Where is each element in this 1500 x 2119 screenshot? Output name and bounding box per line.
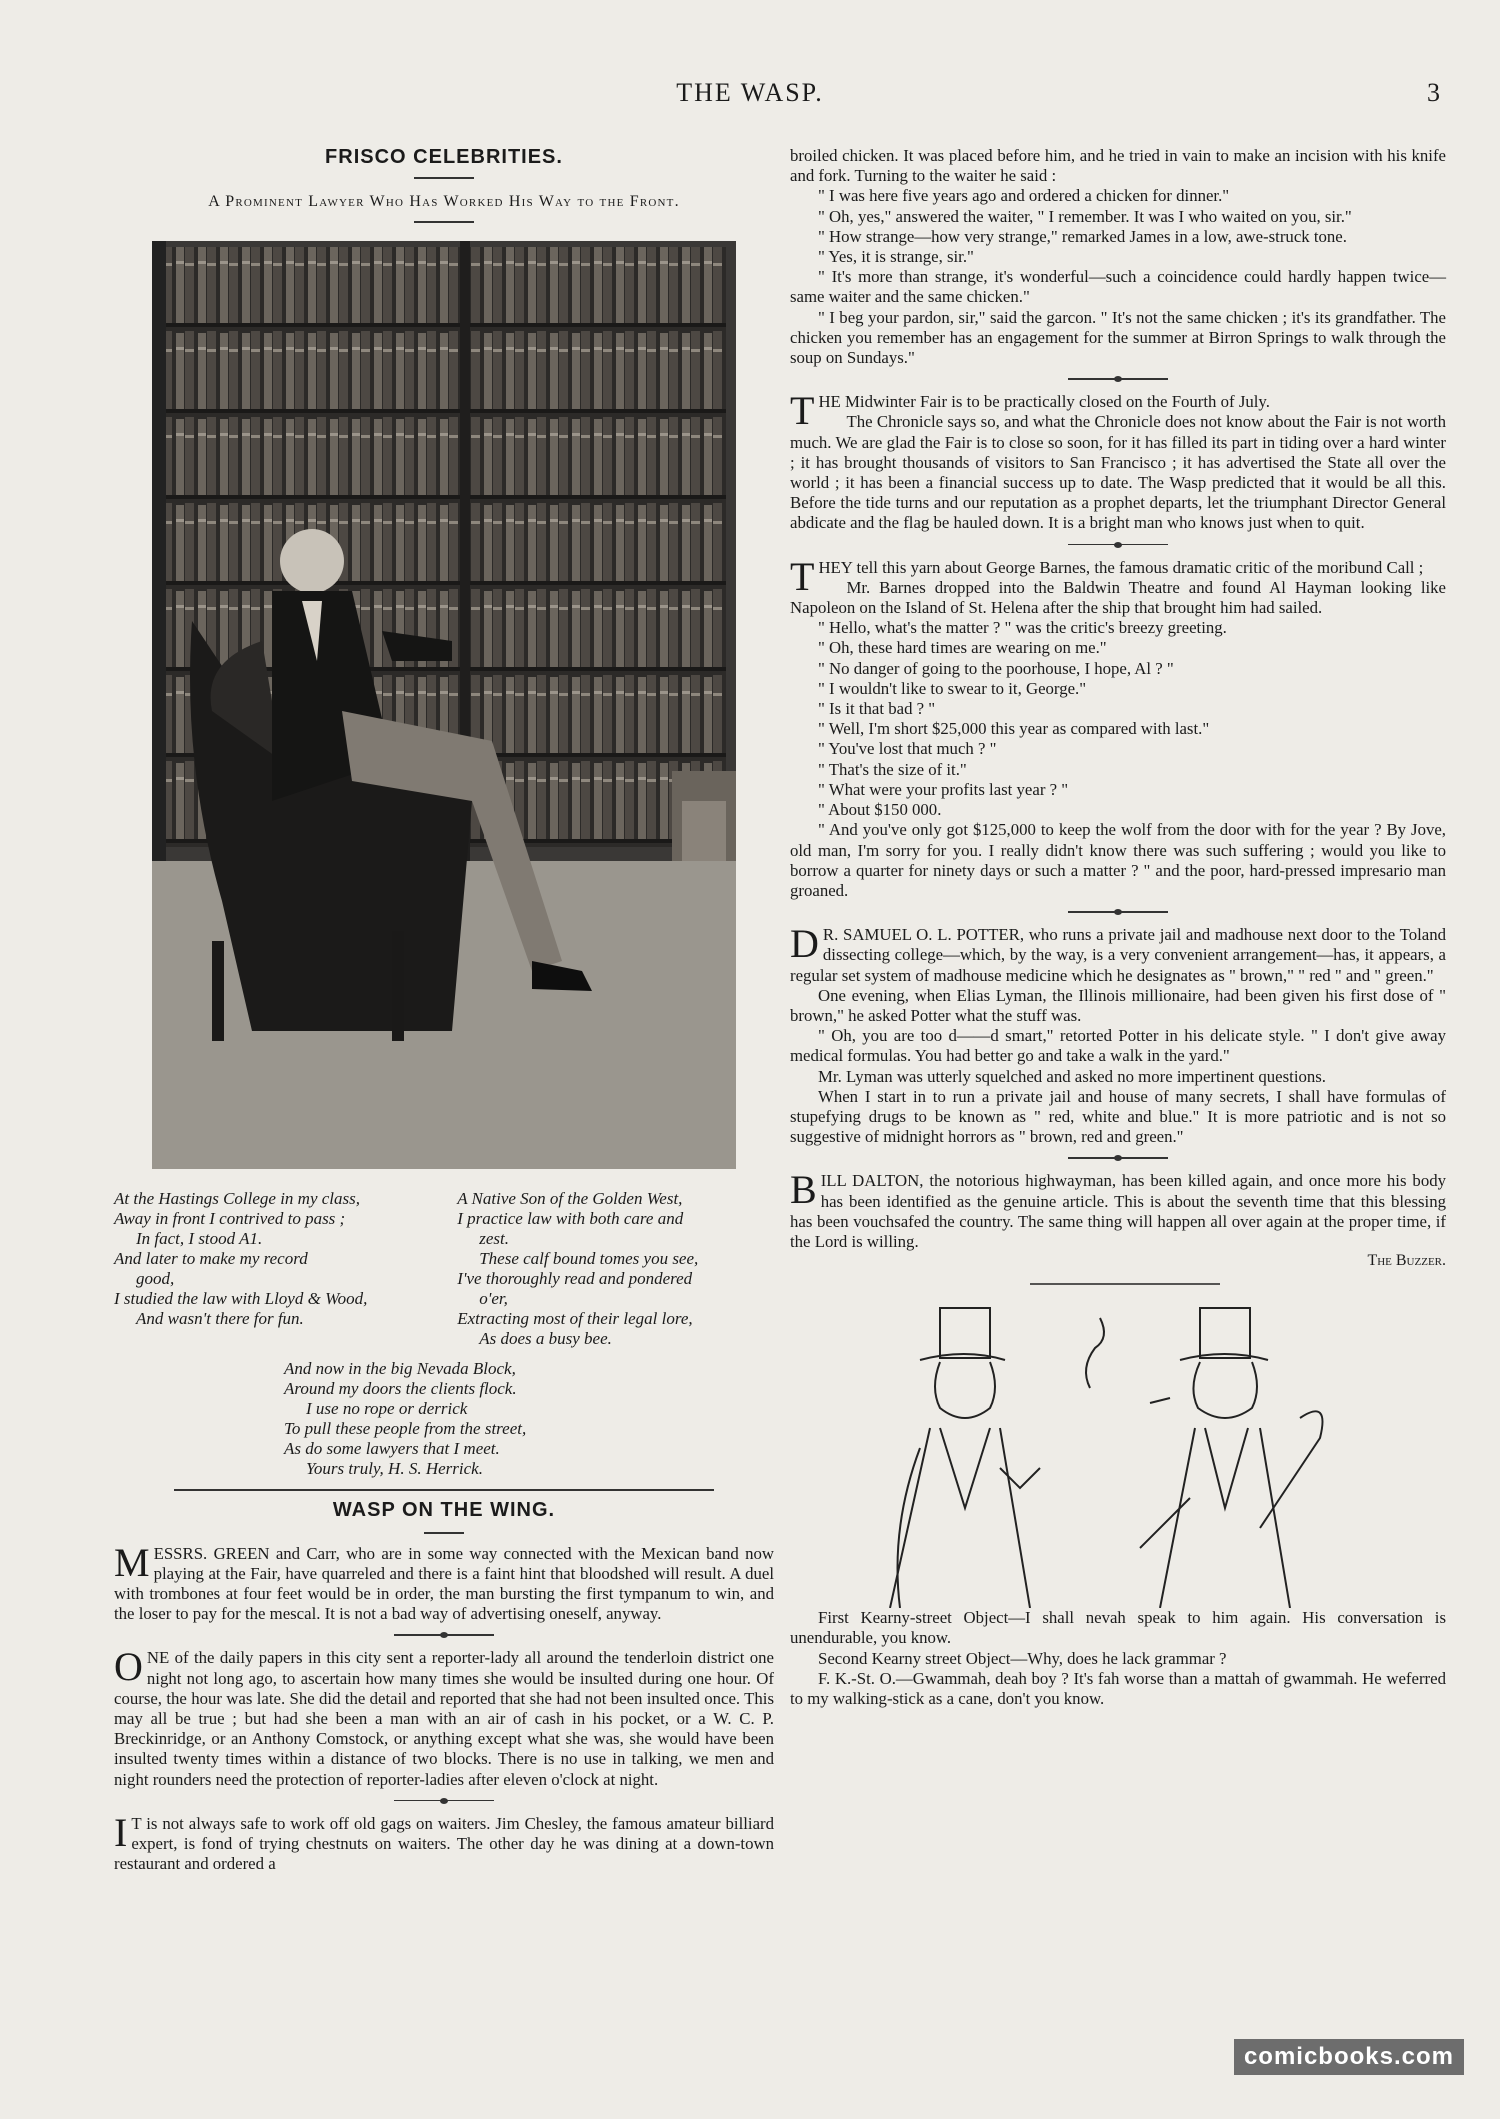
- signature: The Buzzer.: [1367, 1252, 1446, 1270]
- frisco-subtitle: A Prominent Lawyer Who Has Worked His Way to the Front.: [208, 193, 680, 210]
- article-text: NE of the daily papers in this city sent a reporter-lady all around the tenderloin district one night not long ago, to ascertain how many times she would be insulted during one hour. Of course, the hour was late. She did the detail and reported that she had not been insulted once. This may all be true ; but had she been a man with an air of cash in his pocket, or a W. C. P. Breckinridge, or an Anthony Comstock, or anything except what she was, she would have been insulted twenty times within a distance of two blocks. There is no use in talking, we men and night rounders need the protection of reporter-ladies after eleven o'clock at night.: [114, 1648, 774, 1789]
- article-text: T is not always safe to work off old gags on waiters. Jim Chesley, the famous amateur billiard expert, is fond of trying chestnuts on waiters. The other day he was dining at a down-town restaurant and ordered a: [114, 1813, 774, 1874]
- dialogue-line: " Oh, these hard times are wearing on me.": [818, 638, 1107, 658]
- left-column: [114, 146, 774, 1874]
- article-paragraph: [790, 921, 1446, 986]
- drop-cap: M: [114, 1539, 150, 1585]
- poem-left-column: [114, 1189, 431, 1349]
- dialogue-line: " It's more than strange, it's wonderful—such a coincidence could hardly happen twice—same waiter and the same chicken.": [790, 267, 1446, 307]
- poem-line: I practice law with both care and: [457, 1209, 684, 1228]
- poem-line: And later to make my record: [114, 1249, 308, 1268]
- poem-line: And wasn't there for fun.: [136, 1309, 304, 1328]
- article-paragraph: [790, 1167, 1446, 1252]
- poem-line: As do some lawyers that I meet.: [284, 1439, 500, 1458]
- article-text: Mr. Lyman was utterly squelched and asked no more impertinent questions.: [818, 1066, 1326, 1086]
- section-divider: [394, 1798, 494, 1804]
- poem-signoff: Yours truly, H. S. Herrick.: [306, 1459, 483, 1478]
- poem-line: Away in front I contrived to pass ;: [114, 1209, 346, 1228]
- poem-line: And now in the big Nevada Block,: [284, 1359, 516, 1378]
- poem-line: Around my doors the clients flock.: [284, 1379, 517, 1398]
- two-gentlemen-cartoon: [790, 1278, 1430, 1608]
- article-paragraph: [114, 1809, 774, 1875]
- poem-line: Extracting most of their legal lore,: [457, 1309, 693, 1328]
- masthead-title: THE WASP.: [676, 78, 824, 107]
- dialogue-line: " I was here five years ago and ordered a chicken for dinner.": [818, 186, 1230, 206]
- dialogue-line: " How strange—how very strange," remarked James in a low, awe-struck tone.: [818, 226, 1347, 246]
- poem-line: I studied the law with Lloyd & Wood,: [114, 1289, 368, 1308]
- poem-line: o'er,: [479, 1289, 508, 1308]
- wasp-title: WASP ON THE WING.: [332, 1498, 556, 1521]
- dialogue-line: " Well, I'm short $25,000 this year as compared with last.": [818, 719, 1210, 739]
- drop-cap: O: [114, 1644, 143, 1690]
- library-photo-illustration: [152, 241, 736, 1169]
- dialogue-line: " Oh, yes," answered the waiter, " I remember. It was I who waited on you, sir.": [818, 206, 1352, 226]
- dialogue-line: " You've lost that much ? ": [818, 739, 997, 759]
- article-text: HE Midwinter Fair is to be practically closed on the Fourth of July.: [818, 392, 1270, 412]
- dialogue-line: " I wouldn't like to swear to it, George.": [818, 678, 1087, 698]
- article-text: Mr. Barnes dropped into the Baldwin Theatre and found Al Hayman looking like Napoleon on the Island of St. Helena after the ship that brought him had sailed.: [790, 577, 1446, 618]
- article-text: ILL DALTON, the notorious highwayman, has been killed again, and once more his body has been identified as the genuine article. This is about the seventh time that this blessing has been vouchsafed the country. The same thing will happen all over again at the proper time, if the Lord is willing.: [790, 1171, 1446, 1251]
- drop-cap: D: [790, 921, 819, 967]
- article-text: One evening, when Elias Lyman, the Illinois millionaire, had been given his first dose of " brown," he asked Potter what the stuff was.: [790, 985, 1446, 1025]
- poem-bottom: [284, 1359, 774, 1479]
- article-text: ESSRS. GREEN and Carr, who are in some way connected with the Mexican band now playing at the Fair, have quarreled and there is a faint hint that bloodshed will result. A duel with trombones at four feet would be in order, the man bursting the first tympanum to win, and the loser to pay for the mescal. It is not a bad way of advertising oneself, anyway.: [114, 1543, 774, 1624]
- portrait-photo: [152, 241, 736, 1169]
- article-text: HEY tell this yarn about George Barnes, the famous dramatic critic of the moribund Call ;: [818, 557, 1424, 577]
- section-divider: [1068, 1155, 1168, 1161]
- watermark-logo: comicbooks.com: [1234, 2039, 1464, 2075]
- article-paragraph: [790, 388, 1446, 434]
- drop-cap: T: [790, 388, 815, 434]
- poem-line: As does a busy bee.: [479, 1329, 612, 1348]
- drop-cap: I: [114, 1809, 128, 1855]
- dialogue-line: " That's the size of it.": [818, 759, 967, 779]
- section-divider: [1068, 376, 1168, 382]
- article-text: R. SAMUEL O. L. POTTER, who runs a private jail and madhouse next door to the Toland dissecting college—which, by the way, is a very convenient arrangement—has, it appears, a regular set system of madhouse medicine which he designates as " brown," " red " and " green.": [790, 925, 1446, 985]
- drop-cap: T: [790, 553, 815, 599]
- article-paragraph: [114, 1539, 774, 1625]
- cartoon-illustration: [790, 1278, 1430, 1608]
- dialogue-line: " And you've only got $125,000 to keep the wolf from the door with for the year ? By Jove, old man, I'm sorry for you. I really didn't know there was such suffering ; would you like to borrow a quarter for ninety days or such a matter ? " and the poor, hard-pressed impresario man groaned.: [790, 820, 1446, 900]
- dialogue-line: " Is it that bad ? ": [818, 699, 936, 719]
- section-divider: [1068, 909, 1168, 915]
- dialogue-line: " I beg your pardon, sir," said the garcon. " It's not the same chicken ; it's its grandfather. The chicken you remember has an engagement for the summer at Birron Springs to walk through the soup on Sundays.": [790, 307, 1446, 368]
- poem-line: A Native Son of the Golden West,: [457, 1189, 683, 1208]
- section-divider: [394, 1632, 494, 1638]
- article-text: " Oh, you are too d——d smart," retorted Potter in his delicate style. " I don't give away medical formulas. You had better go and take a walk in the yard.": [790, 1026, 1446, 1066]
- poem-line: At the Hastings College in my class,: [114, 1189, 361, 1208]
- dialogue-line: " Hello, what's the matter ? " was the critic's breezy greeting.: [818, 618, 1227, 638]
- section-divider: [1068, 542, 1168, 548]
- article-text: The Chronicle says so, and what the Chronicle does not know about the Fair is not worth much. We are glad the Fair is to close so soon, for it has filled its part in tiding over a hard winter ; it has brought thousands of visitors to San Francisco ; it has advertised the State all over the world ; it has been a financial success up to date. The Wasp predicted that it would be all this. Before the tide turns and our reputation as a prophet departs, let the triumphant Director General abdicate and the flag be hauled down. It is a bright man who knows just when to quit.: [790, 412, 1446, 533]
- poem-line: To pull these people from the street,: [284, 1419, 527, 1438]
- dialogue-line: " About $150 000.: [818, 800, 942, 820]
- article-paragraph: [114, 1644, 774, 1789]
- cartoon-caption: Second Kearny street Object—Why, does he lack grammar ?: [818, 1648, 1227, 1668]
- dialogue-line: " What were your profits last year ? ": [818, 779, 1069, 799]
- poem-line: These calf bound tomes you see,: [479, 1249, 699, 1268]
- right-column: [790, 146, 1446, 1709]
- poem-line: I've thoroughly read and pondered: [457, 1269, 693, 1288]
- page-number: 3: [1427, 78, 1440, 107]
- poem-line: good,: [136, 1269, 175, 1288]
- frisco-title: FRISCO CELEBRITIES.: [325, 146, 563, 168]
- dialogue-line: " Yes, it is strange, sir.": [818, 247, 974, 267]
- article-text: When I start in to run a private jail and house of many secrets, I shall have formulas of stupefying drugs to be known as " red, white and blue." It is more patriotic and is not so suggestive of midnight horrors as " brown, red and green.": [790, 1086, 1446, 1147]
- cartoon-caption: F. K.-St. O.—Gwammah, deah boy ? It's fah worse than a mattah of gwammah. He weferred to my walking-stick as a cane, don't you know.: [790, 1668, 1446, 1708]
- cartoon-caption: First Kearny-street Object—I shall nevah speak to him again. His conversation is unendurable, you know.: [790, 1608, 1446, 1648]
- drop-cap: B: [790, 1167, 817, 1213]
- article-text: broiled chicken. It was placed before him, and he tried in vain to make an incision with his knife and fork. Turning to the waiter he said :: [790, 146, 1446, 186]
- poem-line: I use no rope or derrick: [306, 1399, 468, 1418]
- poem-top: [114, 1189, 774, 1349]
- poem-line: In fact, I stood A1.: [136, 1229, 263, 1248]
- poem-line: zest.: [479, 1229, 509, 1248]
- poem-right-column: [457, 1189, 774, 1349]
- dialogue-line: " No danger of going to the poorhouse, I hope, Al ? ": [818, 658, 1174, 678]
